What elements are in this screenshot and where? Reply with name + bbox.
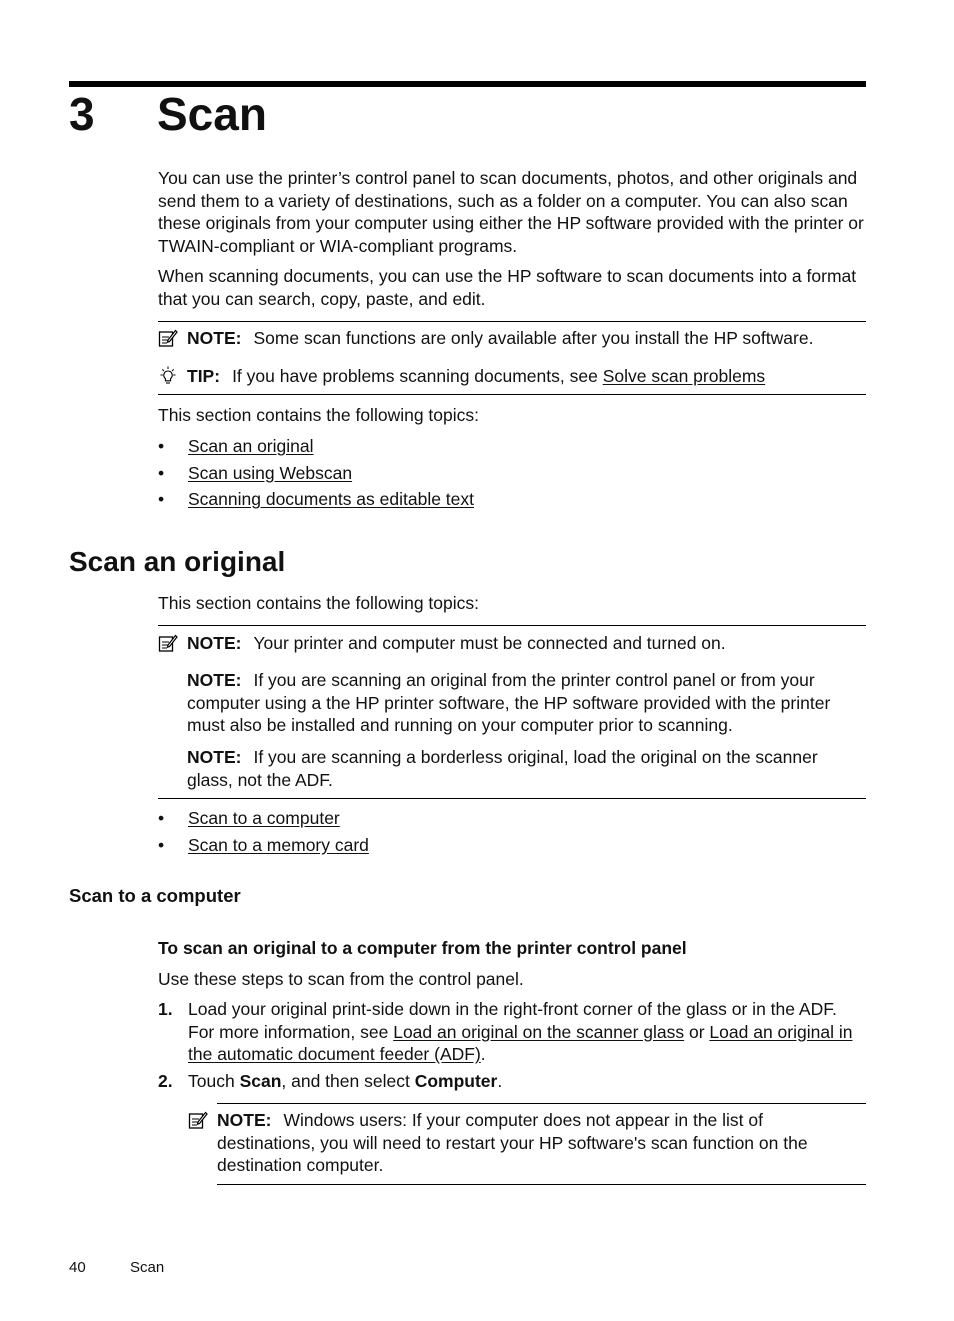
step-note-divider-top [217, 1103, 866, 1104]
step-1 [158, 998, 866, 1066]
link-scanning-editable-text[interactable]: Scanning documents as editable text [188, 489, 475, 509]
list-item [158, 488, 474, 515]
note-label: NOTE: [187, 328, 242, 348]
lightbulb-icon [158, 366, 178, 386]
chapter-number: 3 [69, 88, 95, 140]
tip-text: If you have problems scanning documents, see [232, 366, 603, 386]
bullet: • [158, 436, 165, 456]
bullet: • [158, 489, 165, 509]
intro-paragraph-2 [158, 265, 866, 310]
link-load-adf[interactable]: Load an original in the automatic document feeder (ADF) [188, 1021, 853, 1064]
bullet: • [158, 808, 165, 828]
link-scan-an-original[interactable]: Scan an original [188, 436, 314, 456]
section-topics-list [158, 807, 369, 860]
note-text: Your printer and computer must be connected and turned on. [253, 633, 726, 653]
intro-paragraph-1 [158, 167, 866, 257]
intro-text-1: You can use the printer’s control panel to scan documents, photos, and other originals and send them to a variety of destinations, such as a folder on a computer. You can also scan these originals from your computer using either the HP software provided with the printer or TWAIN-compliant or WIA-compliant programs. [158, 168, 864, 256]
step-2 [158, 1070, 866, 1093]
step-text: Touch [188, 1071, 240, 1091]
callout-divider-bottom [158, 394, 866, 395]
link-scan-using-webscan[interactable]: Scan using Webscan [188, 462, 353, 483]
link-scan-to-memory-card[interactable]: Scan to a memory card [188, 834, 369, 855]
bullet: • [158, 462, 165, 483]
note-text: If you are scanning a borderless original, load the original on the scanner glass, not the ADF. [187, 747, 818, 790]
bullet: • [158, 834, 165, 855]
note-label: NOTE: [187, 670, 242, 690]
footer-section: Scan [130, 1259, 165, 1276]
topics-list [158, 435, 474, 515]
subsection-heading: Scan to a computer [69, 885, 241, 906]
step-text: Load your original print-side down in the right-front corner of the glass or in the ADF. For more information, see [188, 999, 837, 1042]
chapter-title: Scan [157, 88, 267, 140]
intro-text-2: When scanning documents, you can use the HP software to scan documents into a format that you can search, copy, paste, and edit. [158, 266, 857, 309]
list-item [158, 462, 474, 489]
step-bold-scan: Scan [239, 1071, 282, 1091]
note-icon [158, 328, 178, 348]
note-label: NOTE: [187, 747, 242, 767]
step-text-mid: , and then select [281, 1071, 415, 1091]
note-label: NOTE: [187, 633, 242, 653]
note-label: NOTE: [217, 1110, 272, 1130]
note-icon [188, 1110, 208, 1130]
step-text-end: . [480, 1044, 486, 1064]
note-divider-bottom [158, 798, 866, 799]
note-divider-top [158, 625, 866, 626]
list-item [158, 834, 369, 861]
step-number: 2. [158, 1071, 173, 1091]
note-text: If you are scanning an original from the printer control panel or from your computer using a the HP printer software, the HP software provided with the printer must also be installed and running on your computer prior to scanning. [187, 670, 831, 735]
link-scan-to-computer[interactable]: Scan to a computer [188, 808, 340, 828]
section-heading: Scan an original [69, 546, 286, 577]
footer-page-number: 40 [69, 1259, 86, 1276]
topics-intro: This section contains the following topics: [158, 405, 479, 425]
note-text: Some scan functions are only available after you install the HP software. [253, 328, 814, 348]
link-load-scanner-glass[interactable]: Load an original on the scanner glass [393, 1021, 685, 1042]
step-number: 1. [158, 999, 173, 1019]
section-intro: This section contains the following topics: [158, 593, 479, 613]
tip-label: TIP: [187, 366, 221, 386]
procedure-title: To scan an original to a computer from the printer control panel [158, 938, 687, 958]
step-bold-computer: Computer [414, 1071, 498, 1091]
step-note-divider-bottom [217, 1184, 866, 1185]
procedure-intro: Use these steps to scan from the control panel. [158, 969, 524, 989]
solve-scan-problems-link[interactable]: Solve scan problems [602, 366, 766, 386]
list-item [158, 435, 474, 462]
step-text-or: or [684, 1021, 710, 1042]
callout-divider-top [158, 321, 866, 322]
note-icon [158, 633, 178, 653]
chapter-heading [69, 84, 267, 144]
step-text-end: . [497, 1071, 503, 1091]
list-item [158, 807, 369, 834]
note-text: Windows users: If your computer does not appear in the list of destinations, you will need to restart your HP software's scan function on the destination computer. [217, 1110, 808, 1175]
